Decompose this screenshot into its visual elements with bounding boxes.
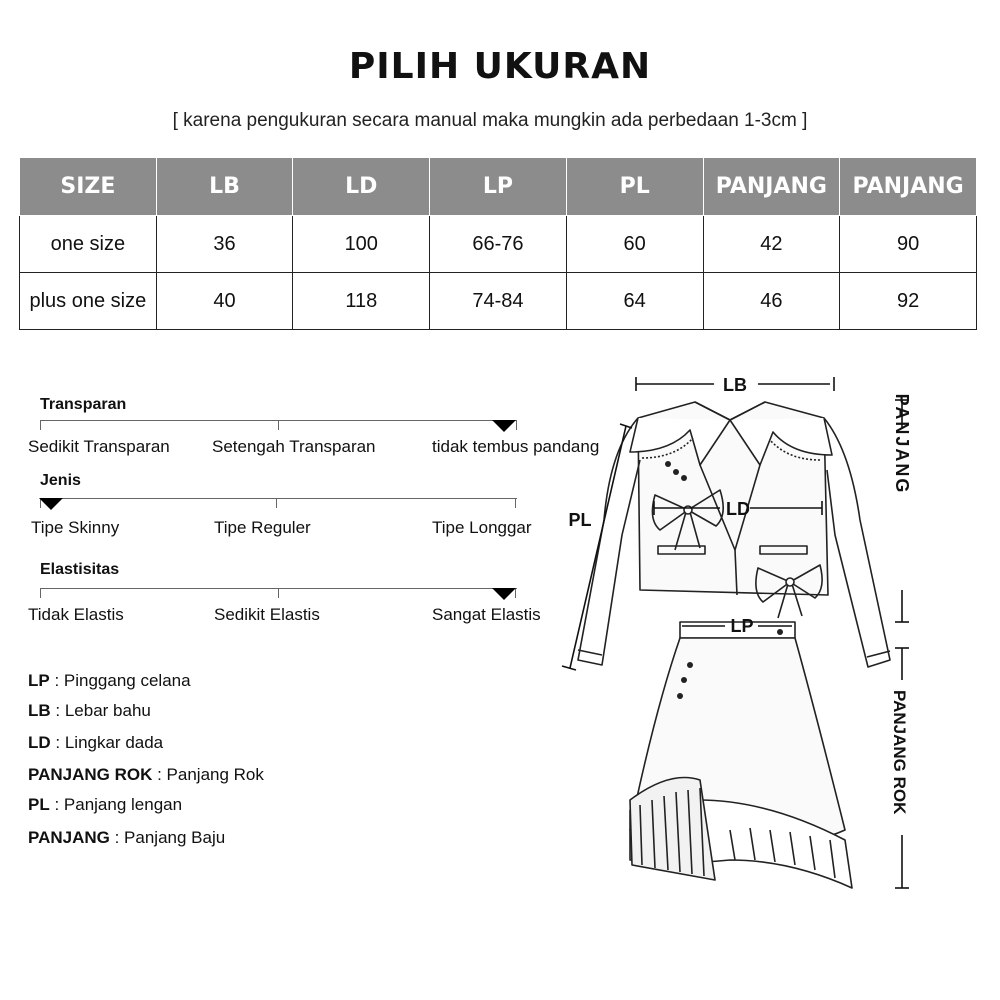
- label-panjang-rok: PANJANG ROK: [890, 690, 909, 815]
- scale-tick: [278, 588, 279, 598]
- scale-label: Sedikit Elastis: [214, 605, 320, 624]
- table-cell: 66-76: [430, 216, 567, 273]
- legend-desc: : Panjang Rok: [152, 765, 264, 784]
- size-table: [19, 157, 977, 330]
- col-header-lb: LB: [156, 158, 293, 216]
- scale-tick: [278, 420, 279, 430]
- label-ld: LD: [726, 499, 750, 519]
- skirt-illustration: [630, 622, 852, 888]
- table-cell: 92: [840, 273, 977, 330]
- scale-label: Tipe Longgar: [432, 518, 532, 537]
- table-cell: 74-84: [430, 273, 567, 330]
- scale-label: Sedikit Transparan: [28, 437, 170, 456]
- scale-selected-marker: [39, 498, 63, 510]
- table-cell: 36: [156, 216, 293, 273]
- legend-desc: : Lebar bahu: [50, 701, 151, 720]
- scale-label: Setengah Transparan: [212, 437, 376, 456]
- col-header-lp: LP: [430, 158, 567, 216]
- table-cell: 40: [156, 273, 293, 330]
- table-cell: 64: [566, 273, 703, 330]
- table-cell: 118: [293, 273, 430, 330]
- scale-label: Tipe Skinny: [31, 518, 120, 537]
- scale-transparan: [28, 394, 600, 464]
- garment-measurement-diagram: [530, 360, 1000, 920]
- scale-label: Tidak Elastis: [28, 605, 124, 624]
- scale-tick: [40, 588, 41, 598]
- legend-item-lp: [28, 671, 191, 691]
- scale-selected-marker: [492, 588, 516, 600]
- table-header-row: [20, 158, 977, 216]
- legend-key: PL: [28, 795, 50, 814]
- table-row: [20, 273, 977, 330]
- scale-label: tidak tembus pandang: [432, 437, 600, 456]
- legend-key: LD: [28, 733, 51, 752]
- legend-item-pl: [28, 795, 182, 815]
- scale-tick: [40, 420, 41, 430]
- table-cell: 60: [566, 216, 703, 273]
- scale-title: Elastisitas: [40, 561, 120, 578]
- label-lb: LB: [723, 375, 747, 395]
- scale-title: Jenis: [40, 472, 81, 489]
- legend-key: PANJANG: [28, 828, 110, 847]
- col-header-panjang-2: PANJANG: [840, 158, 977, 216]
- legend-key: LP: [28, 671, 50, 690]
- col-header-pl: PL: [566, 158, 703, 216]
- scale-tick: [516, 420, 517, 430]
- scale-jenis: [28, 472, 588, 542]
- label-panjang: PANJANG: [892, 393, 912, 495]
- table-cell: plus one size: [20, 273, 157, 330]
- legend-item-lb: [28, 701, 151, 721]
- legend-item-panjang: [28, 828, 225, 848]
- legend-key: PANJANG ROK: [28, 765, 153, 784]
- pl-line: [570, 426, 626, 668]
- table-row: [20, 216, 977, 273]
- label-pl: PL: [568, 510, 592, 530]
- label-lp: LP: [730, 616, 754, 636]
- legend-item-panjang-rok: [28, 765, 264, 785]
- legend-key: LB: [28, 701, 51, 720]
- table-cell: 90: [840, 216, 977, 273]
- scale-label: Sangat Elastis: [432, 605, 541, 624]
- table-cell: 46: [703, 273, 840, 330]
- col-header-panjang: PANJANG: [703, 158, 840, 216]
- table-cell: one size: [20, 216, 157, 273]
- scale-tick: [515, 498, 516, 508]
- legend-desc: : Panjang lengan: [49, 795, 183, 814]
- col-header-size: SIZE: [20, 158, 157, 216]
- col-header-ld: LD: [293, 158, 430, 216]
- legend-item-ld: [28, 733, 163, 753]
- scale-title: Transparan: [40, 396, 127, 413]
- scale-line: [40, 498, 517, 499]
- scale-elastisitas: [28, 561, 588, 631]
- page-subtitle: [ karena pengukuran secara manual maka mungkin ada perbedaan 1-3cm ]: [172, 110, 808, 131]
- table-cell: 42: [703, 216, 840, 273]
- legend-desc: : Pinggang celana: [49, 671, 191, 690]
- legend-desc: : Lingkar dada: [50, 733, 164, 752]
- legend-desc: : Panjang Baju: [109, 828, 226, 847]
- scale-selected-marker: [492, 420, 516, 432]
- table-cell: 100: [293, 216, 430, 273]
- scale-label: Tipe Reguler: [214, 518, 311, 537]
- scale-tick: [276, 498, 277, 508]
- page-title: PILIH UKURAN: [348, 46, 652, 87]
